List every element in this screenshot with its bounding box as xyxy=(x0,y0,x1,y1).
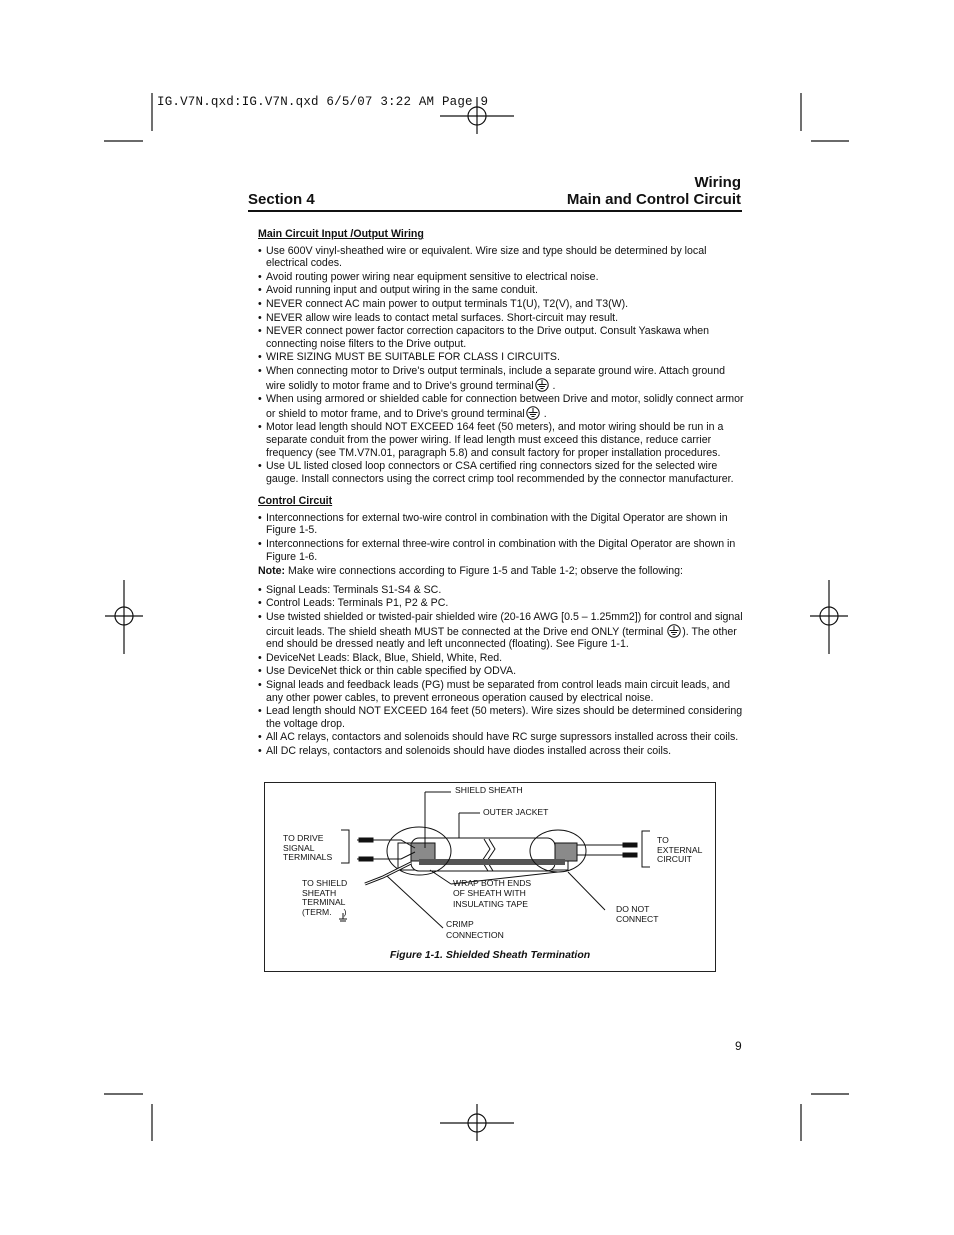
figure-1-1 xyxy=(264,782,716,972)
label-term-close: ) xyxy=(343,906,347,917)
list-item xyxy=(258,611,744,651)
list-item: • Signal Leads: Terminals S1-S4 & SC. xyxy=(258,584,744,597)
label-line: EXTERNAL xyxy=(657,844,703,855)
main-circuit-list xyxy=(258,245,744,486)
list-item-suffix: . xyxy=(552,379,556,392)
header-title-line2: Main and Control Circuit xyxy=(566,191,741,208)
figure-caption: Figure 1-1. Shielded Sheath Termination xyxy=(389,949,591,961)
list-item: • Interconnections for external two-wire control in combination with the Digital Operator are shown in Figure 1-5. xyxy=(258,512,744,537)
list-item: • All DC relays, contactors and solenoids should have diodes installed across their coils. xyxy=(258,745,744,758)
ground-terminal-icon xyxy=(667,624,681,638)
label-line: CONNECT xyxy=(616,913,659,924)
page-number: 9 xyxy=(735,1039,742,1053)
label-outer-jacket: OUTER JACKET xyxy=(483,807,549,817)
label-to-external xyxy=(657,836,702,865)
label-line: INSULATING TAPE xyxy=(453,899,528,910)
label-do-not-connect xyxy=(616,905,659,924)
label-line: CRIMP xyxy=(446,919,474,929)
label-line: SIGNAL xyxy=(283,842,315,853)
list-item: • Use UL listed closed loop connectors or CSA certified ring connectors sized for the selected wire gauge. Install connectors using the correct crimp tool recommended by the connector manufacturer. xyxy=(258,460,744,485)
list-item: • Use DeviceNet thick or thin cable specified by ODVA. xyxy=(258,665,744,678)
label-line xyxy=(302,908,347,918)
control-circuit-heading: Control Circuit xyxy=(258,495,333,508)
list-item: • All AC relays, contactors and solenoids should have RC surge supressors installed across their coils. xyxy=(258,731,744,744)
section-label: Section 4 xyxy=(248,191,315,208)
list-item-text: When connecting motor to Drive's output terminals, include a separate ground wire. Attach ground wire solidly to motor frame and to Drive's ground terminal xyxy=(266,364,725,392)
label-line: TO xyxy=(657,835,669,845)
label-line: TO DRIVE xyxy=(283,833,324,843)
label-to-shield-terminal xyxy=(302,879,347,917)
list-item: • Avoid running input and output wiring in the same conduit. xyxy=(258,284,744,297)
label-wrap-ends xyxy=(453,879,531,910)
list-item xyxy=(258,365,744,392)
list-item: • Use 600V vinyl-sheathed wire or equivalent. Wire size and type should be determined by local electrical codes. xyxy=(258,245,744,270)
list-item xyxy=(258,393,744,420)
list-item: • NEVER connect AC main power to output terminals T1(U), T2(V), and T3(W). xyxy=(258,298,744,311)
list-item: • Motor lead length should NOT EXCEED 164 feet (50 meters), and motor wiring should be run in a separate conduit from the power wiring. If lead length must exceed this distance, reduce carrier frequency (see TM.V7N.01, paragraph 5.8) and consult factory for proper installation procedures. xyxy=(258,421,744,459)
list-item: • WIRE SIZING MUST BE SUITABLE FOR CLASS I CIRCUITS. xyxy=(258,351,744,364)
label-line: TO SHIELD xyxy=(302,878,348,888)
list-item: • NEVER allow wire leads to contact metal surfaces. Short-circuit may result. xyxy=(258,312,744,325)
ground-terminal-icon xyxy=(535,378,549,392)
main-circuit-heading: Main Circuit Input /Output Wiring xyxy=(258,228,424,240)
header-rule xyxy=(248,210,742,212)
list-item: • NEVER connect power factor correction capacitors to the Drive output. Consult Yaskawa when connecting noise filters to the Drive output. xyxy=(258,325,744,350)
list-item-suffix: . xyxy=(543,407,547,420)
label-line: TERMINALS xyxy=(283,852,333,863)
label-line: CONNECTION xyxy=(446,929,504,940)
label-crimp xyxy=(446,920,504,940)
label-term: (TERM. xyxy=(302,906,332,917)
list-item-text: Use twisted shielded or twisted-pair shielded wire (20-16 AWG [0.5 – 1.25mm2]) for control and signal circuit leads. The shield sheath MUST be connected at the Drive end ONLY (terminal xyxy=(266,611,743,638)
label-line: OF SHEATH WITH xyxy=(453,887,526,898)
note-text: Make wire connections according to Figure 1-5 and Table 1-2; observe the following: xyxy=(285,565,683,578)
list-item-tail: ). The other end should be dressed neatly and left unconnected (floating). See Figure 1-1. xyxy=(266,625,737,651)
label-to-drive xyxy=(283,834,332,863)
label-line: SHEATH xyxy=(302,887,337,898)
ground-terminal-icon xyxy=(526,406,540,420)
label-line: TERMINAL xyxy=(302,897,346,908)
list-item: • Interconnections for external three-wire control in combination with the Digital Operator are shown in Figure 1-6. xyxy=(258,538,744,563)
label-line: CIRCUIT xyxy=(657,854,692,865)
print-slug: IG.V7N.qxd:IG.V7N.qxd 6/5/07 3:22 AM Page 9 xyxy=(157,95,489,109)
label-line: WRAP BOTH ENDS xyxy=(453,878,532,888)
label-shield-sheath: SHIELD SHEATH xyxy=(455,785,523,795)
list-item: • DeviceNet Leads: Black, Blue, Shield, White, Red. xyxy=(258,652,744,665)
control-circuit-list xyxy=(258,512,744,563)
body-content xyxy=(258,228,744,760)
label-line: DO NOT xyxy=(616,904,650,914)
list-item-text: When using armored or shielded cable for connection between Drive and motor, solidly connect armor or shield to motor frame, and to Drive's ground terminal xyxy=(266,393,744,420)
header-title-line1: Wiring xyxy=(694,174,741,191)
list-item: • Avoid routing power wiring near equipment sensitive to electrical noise. xyxy=(258,271,744,284)
list-item: • Signal leads and feedback leads (PG) must be separated from control leads main circuit leads, and any other power cables, to prevent erroneous operation caused by electrical noise. xyxy=(258,679,744,704)
list-item: • Control Leads: Terminals P1, P2 & PC. xyxy=(258,597,744,610)
list-item: • Lead length should NOT EXCEED 164 feet (50 meters). Wire sizes should be determined considering the voltage drop. xyxy=(258,705,744,730)
note-paragraph xyxy=(258,565,744,578)
note-list xyxy=(258,584,744,758)
note-label: Note: xyxy=(258,565,286,578)
